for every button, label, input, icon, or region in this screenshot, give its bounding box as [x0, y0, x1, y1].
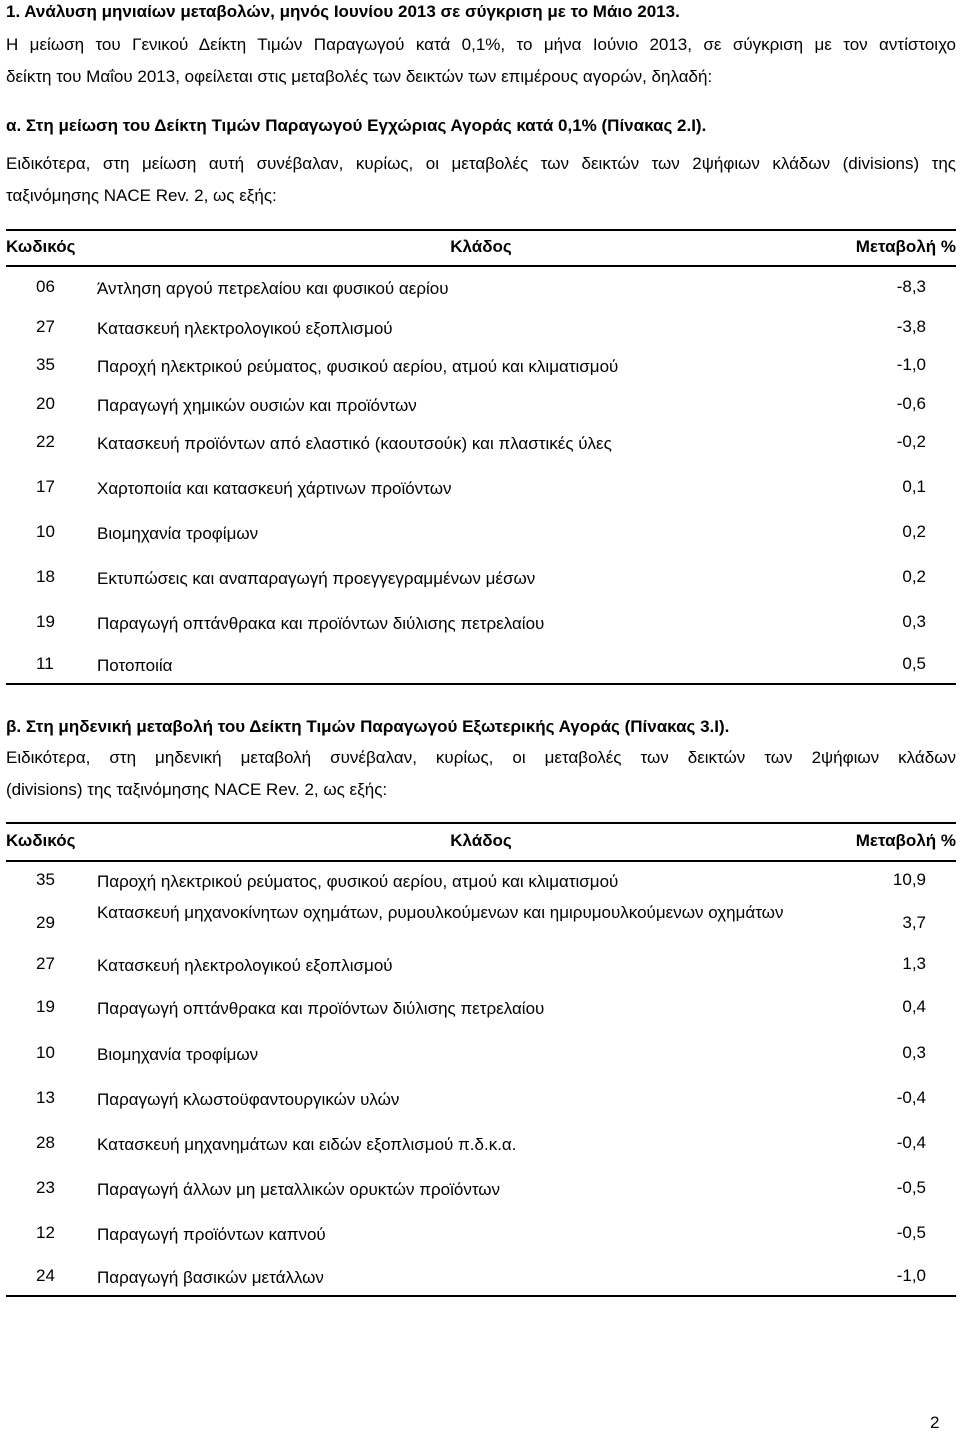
row-code: 11: [36, 654, 54, 673]
table-row: [6, 901, 956, 947]
row-name: Παραγωγή βασικών μετάλλων: [97, 1268, 324, 1287]
row-value: -0,4: [896, 1133, 926, 1152]
part-a-heading: α. Στη μείωση του Δείκτη Τιμών Παραγωγού Εγχώριας Αγοράς κατά 0,1% (Πίνακας 2.I).: [6, 116, 707, 135]
row-name: Κατασκευή ηλεκτρολογικού εξοπλισμού: [97, 319, 393, 338]
row-code: 35: [36, 355, 55, 374]
col-change-header: Μεταβολή %: [855, 237, 956, 256]
row-value: -8,3: [896, 277, 926, 296]
row-name: Κατασκευή προϊόντων από ελαστικό (καουτσούκ) και πλαστικές ύλες: [97, 434, 612, 453]
row-value: -0,6: [896, 394, 926, 413]
table-a-header-rule: [6, 265, 956, 267]
row-name: Παραγωγή χημικών ουσιών και προϊόντων: [97, 396, 417, 415]
row-name: Παροχή ηλεκτρικού ρεύματος, φυσικού αερίου, ατμού και κλιματισμού: [97, 357, 619, 376]
table-a-top-rule: [6, 229, 956, 231]
row-name: Κατασκευή ηλεκτρολογικού εξοπλισμού: [97, 956, 393, 975]
row-code: 22: [36, 432, 55, 451]
row-value: 0,3: [902, 612, 926, 631]
row-code: 27: [36, 954, 55, 973]
row-code: 20: [36, 394, 55, 413]
row-name: Βιομηχανία τροφίμων: [97, 1045, 259, 1064]
row-value: 10,9: [892, 870, 926, 889]
row-code: 19: [36, 612, 55, 631]
table-a-bottom-rule: [6, 683, 956, 685]
row-code: 24: [36, 1266, 55, 1285]
page-number: 2: [930, 1413, 940, 1432]
col-branch-header: Κλάδος: [450, 237, 512, 256]
row-name: Παραγωγή κλωστοϋφαντουργικών υλών: [97, 1090, 400, 1109]
col-branch-header: Κλάδος: [450, 831, 512, 850]
row-name: Άντληση αργού πετρελαίου και φυσικού αερίου: [97, 279, 449, 298]
intro-line-1: Η μείωση του Γενικού Δείκτη Τιμών Παραγωγού κατά 0,1%, το μήνα Ιούνιο 2013, σε σύγκριση με τον αντίστοιχο: [6, 35, 956, 54]
table-b-header: [6, 831, 956, 853]
table-a-header: [6, 237, 956, 259]
row-value: -0,4: [896, 1088, 926, 1107]
row-name: Χαρτοποιία και κατασκευή χάρτινων προϊόντων: [97, 479, 452, 498]
row-code: 35: [36, 870, 55, 889]
row-code: 19: [36, 997, 55, 1016]
row-value: -1,0: [896, 1266, 926, 1285]
row-value: -0,5: [896, 1223, 926, 1242]
row-value: -0,5: [896, 1178, 926, 1197]
section-heading: 1. Ανάλυση μηνιαίων μεταβολών, μηνός Ιουνίου 2013 σε σύγκριση με το Μάιο 2013.: [6, 2, 680, 21]
col-code-header: Κωδικός: [6, 831, 76, 850]
row-value: -3,8: [896, 317, 926, 336]
table-b-top-rule: [6, 822, 956, 824]
row-name: Παροχή ηλεκτρικού ρεύματος, φυσικού αερίου, ατμού και κλιματισμού: [97, 872, 619, 891]
row-name: Εκτυπώσεις και αναπαραγωγή προεγγεγραμμένων μέσων: [97, 569, 536, 588]
row-value: 3,7: [902, 913, 926, 932]
row-name: Ποτοποιία: [97, 656, 173, 675]
row-value: -1,0: [896, 355, 926, 374]
row-value: 0,1: [902, 477, 926, 496]
intro-line-2: δείκτη του Μαΐου 2013, οφείλεται στις μεταβολές των δεικτών των επιμέρους αγορών, δηλαδή:: [6, 67, 713, 86]
part-b-text-line-1: Ειδικότερα, στη μηδενική μεταβολή συνέβαλαν, κυρίως, οι μεταβολές των δεικτών των 2ψήφιων κλάδων: [6, 748, 956, 767]
part-b-text-line-2: (divisions) της ταξινόμησης NACE Rev. 2, ως εξής:: [6, 780, 388, 799]
row-name: Κατασκευή μηχανημάτων και ειδών εξοπλισμού π.δ.κ.α.: [97, 1135, 517, 1154]
part-a-text-line-2: ταξινόμησης NACE Rev. 2, ως εξής:: [6, 186, 277, 205]
row-code: 12: [36, 1223, 55, 1242]
row-name: Παραγωγή οπτάνθρακα και προϊόντων διύλισης πετρελαίου: [97, 999, 545, 1018]
table-b-header-rule: [6, 860, 956, 862]
row-name: Παραγωγή οπτάνθρακα και προϊόντων διύλισης πετρελαίου: [97, 614, 545, 633]
row-code: 28: [36, 1133, 55, 1152]
row-value: 0,5: [902, 654, 926, 673]
row-code: 06: [36, 277, 55, 296]
part-b-heading: β. Στη μηδενική μεταβολή του Δείκτη Τιμών Παραγωγού Εξωτερικής Αγοράς (Πίνακας 3.I).: [6, 717, 730, 736]
col-change-header: Μεταβολή %: [855, 831, 956, 850]
row-value: 0,2: [902, 522, 926, 541]
row-code: 27: [36, 317, 55, 336]
row-code: 18: [36, 567, 55, 586]
row-name: Βιομηχανία τροφίμων: [97, 524, 259, 543]
row-code: 17: [36, 477, 55, 496]
row-name: Παραγωγή προϊόντων καπνού: [97, 1225, 326, 1244]
row-code: 29: [36, 913, 55, 932]
row-code: 10: [36, 522, 55, 541]
col-code-header: Κωδικός: [6, 237, 76, 256]
row-value: 0,3: [902, 1043, 926, 1062]
row-value: 0,2: [902, 567, 926, 586]
table-b-bottom-rule: [6, 1295, 956, 1297]
row-code: 23: [36, 1178, 55, 1197]
row-name: Παραγωγή άλλων μη μεταλλικών ορυκτών προϊόντων: [97, 1180, 501, 1199]
row-code: 13: [36, 1088, 55, 1107]
part-a-text-line-1: Ειδικότερα, στη μείωση αυτή συνέβαλαν, κυρίως, οι μεταβολές των δεικτών των 2ψήφιων κλάδων (divisions) της: [6, 154, 956, 173]
row-value: 1,3: [902, 954, 926, 973]
row-code: 10: [36, 1043, 55, 1062]
row-value: -0,2: [896, 432, 926, 451]
row-name: Κατασκευή μηχανοκίνητων οχημάτων, ρυμουλκούμενων και ημιρυμουλκούμενων οχημάτων: [97, 903, 784, 922]
row-value: 0,4: [902, 997, 926, 1016]
